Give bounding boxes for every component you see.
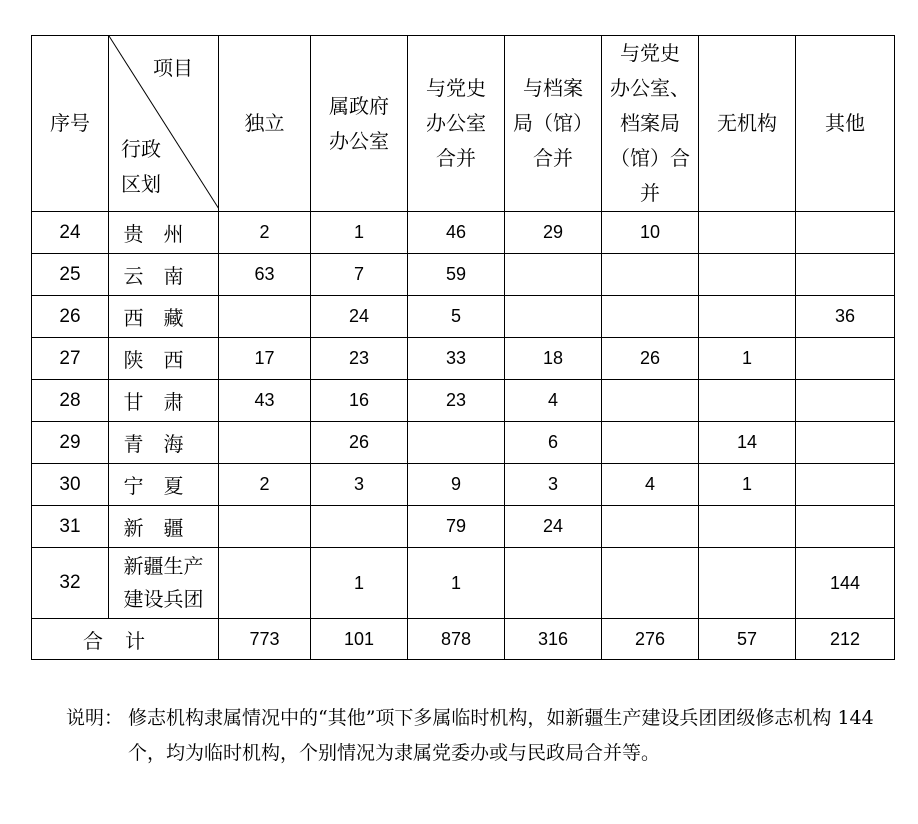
header-row [32, 36, 895, 212]
table-row: 27 陕西 17 23 33 18 26 1 [32, 338, 895, 380]
header-region-label: 行政 区划 [121, 137, 161, 196]
table-row: 26 西藏 24 5 36 [32, 296, 895, 338]
stats-table [31, 35, 895, 660]
header-col-2: 属政府 办公室 [311, 36, 408, 212]
footnote-text: 修志机构隶属情况中的“其他”项下多属临时机构，如新疆生产建设兵团团级修志机构 144 个，均为临时机构，个别情况为隶属党委办或与民政局合并等。 [128, 707, 874, 764]
header-col-3: 与党史 办公室 合并 [408, 36, 505, 212]
table-row: 24 贵州 2 1 46 29 10 [32, 212, 895, 254]
header-seq: 序号 [32, 36, 109, 212]
header-col-7: 其他 [796, 36, 895, 212]
table-row: 29 青海 26 6 14 [32, 422, 895, 464]
table-row: 28 甘肃 43 16 23 4 [32, 380, 895, 422]
table-row: 25 云南 63 7 59 [32, 254, 895, 296]
table-row: 32 新疆生产 建设兵团 1 1 144 [32, 548, 895, 619]
header-col-6: 无机构 [699, 36, 796, 212]
header-col-1: 独立 [219, 36, 311, 212]
header-diagonal-cell [109, 36, 219, 212]
footnote-label: 说明： [66, 707, 124, 729]
header-col-4: 与档案 局（馆） 合并 [505, 36, 602, 212]
header-col-5: 与党史 办公室、 档案局 （馆）合 并 [602, 36, 699, 212]
total-label: 合计 [32, 619, 219, 660]
region-bingtuan: 新疆生产 建设兵团 [109, 548, 219, 619]
header-item-label: 项目 [153, 56, 193, 80]
total-row: 合计 773 101 878 316 276 57 212 [32, 619, 895, 660]
table-row: 31 新疆 79 24 [32, 506, 895, 548]
table-row: 30 宁夏 2 3 9 3 4 1 [32, 464, 895, 506]
